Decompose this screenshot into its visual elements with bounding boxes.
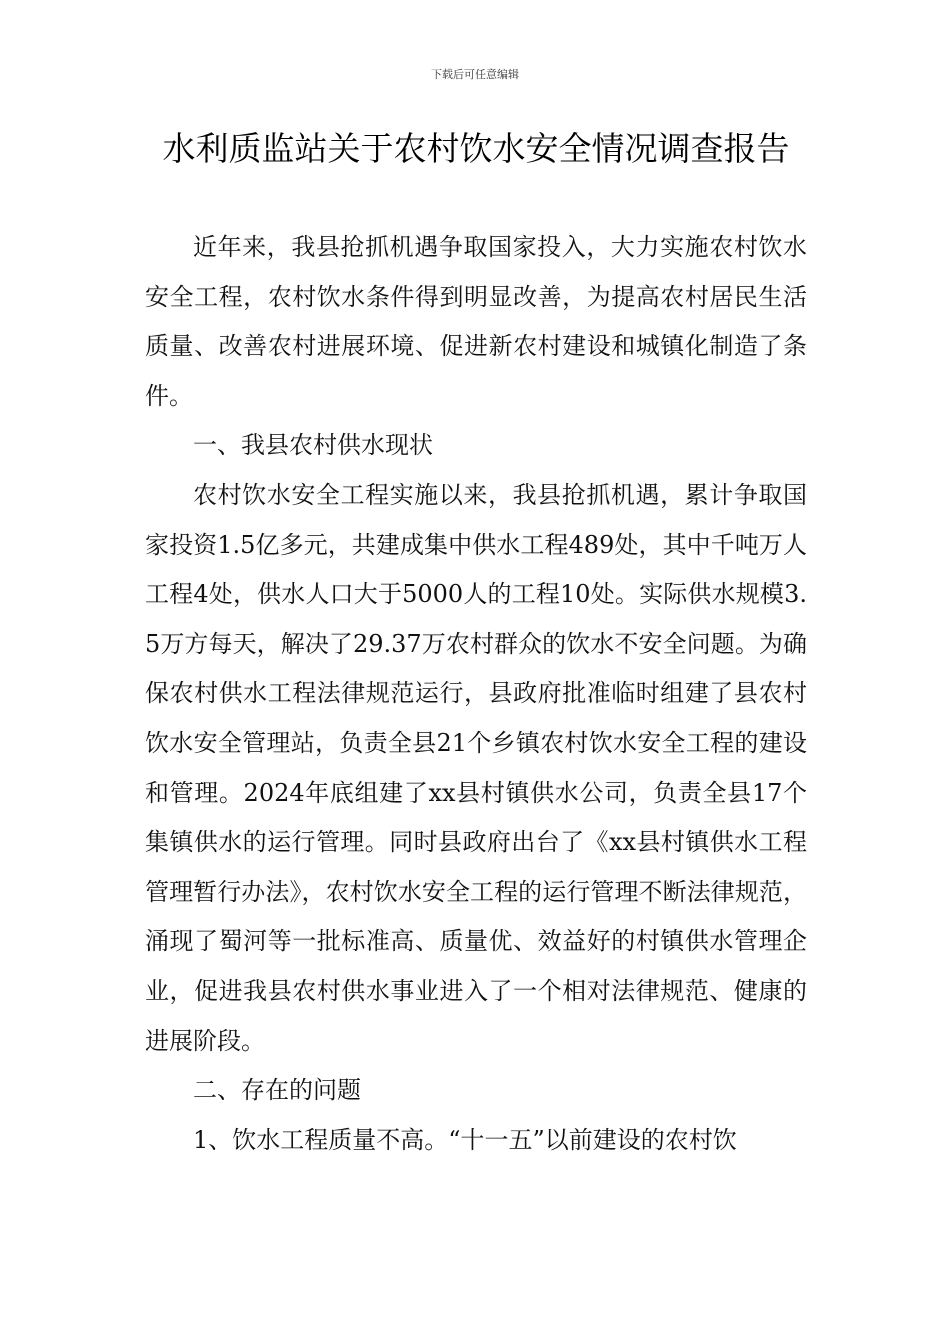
section-heading-current-status: 一、我县农村供水现状 bbox=[193, 431, 433, 460]
paragraph-intro: 近年来，我县抢抓机遇争取国家投入，大力实施农村饮水安全工程，农村饮水条件得到明显改善，为提高农村居民生活质量、改善农村进展环境、促进新农村建设和城镇化制造了条件。 bbox=[145, 233, 807, 410]
document-body bbox=[145, 223, 807, 1165]
header-note: 下载后可任意编辑 bbox=[431, 68, 519, 81]
document-title: 水利质监站关于农村饮水安全情况调查报告 bbox=[162, 129, 790, 168]
paragraph-current-status: 农村饮水安全工程实施以来，我县抢抓机遇，累计争取国家投资1.5亿多元，共建成集中供水工程489处，其中千吨万人工程4处，供水人口大于5000人的工程10处。实际供水规模3.5万方每天，解决了29.37万农村群众的饮水不安全问题。为确保农村供水工程法律规范运行，县政府批准临时组建了县农村饮水安全管理站，负责全县21个乡镇农村饮水安全工程的建设和管理。2024年底组建了xx县村镇供水公司，负责全县17个集镇供水的运行管理。同时县政府出台了《xx县村镇供水工程管理暂行办法》，农村饮水安全工程的运行管理不断法律规范，涌现了蜀河等一批标准高、质量优、效益好的村镇供水管理企业，促进我县农村供水事业进入了一个相对法律规范、健康的进展阶段。 bbox=[145, 480, 807, 1055]
paragraph-problem-1: 1、饮水工程质量不高。“十一五”以前建设的农村饮 bbox=[193, 1125, 737, 1154]
section-heading-problems: 二、存在的问题 bbox=[193, 1076, 361, 1105]
